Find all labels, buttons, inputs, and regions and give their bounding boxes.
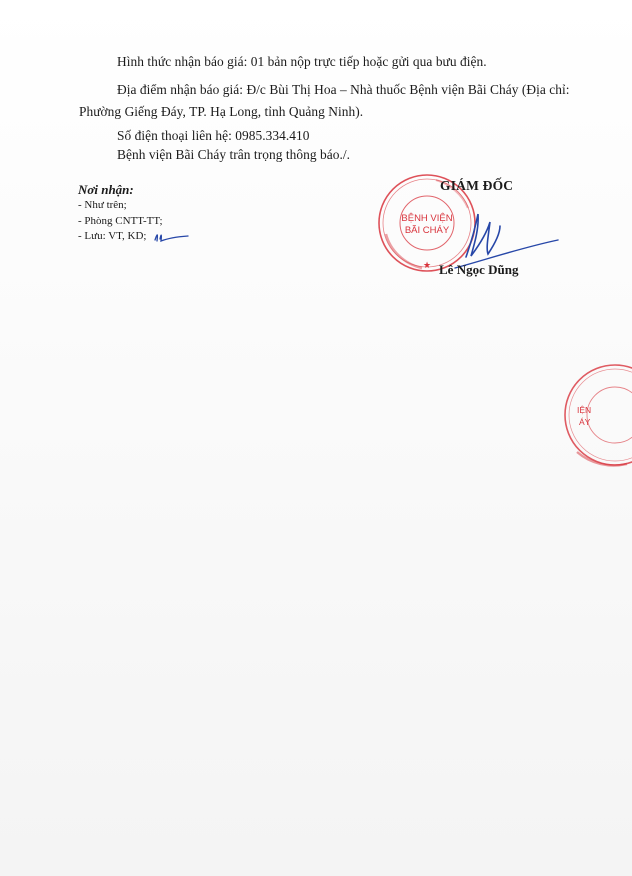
quotation-address-text: Phường Giếng Đáy, TP. Hạ Long, tỉnh Quảng Ninh). xyxy=(79,104,364,119)
quotation-method-text: Hình thức nhận báo giá: 01 bản nộp trực tiếp hoặc gửi qua bưu điện. xyxy=(117,54,487,69)
signer-name: Lê Ngọc Dũng xyxy=(439,262,519,277)
recipient-item: - Như trên; xyxy=(78,199,127,211)
recipient-item: - Phòng CNTT-TT; xyxy=(78,214,163,227)
partial-stamp-text-line1: IỆN xyxy=(577,405,592,415)
closing-announcement-text: Bệnh viện Bãi Cháy trân trọng thông báo./. xyxy=(117,147,351,162)
recipient-item: - Lưu: VT, KD; xyxy=(78,230,147,242)
partial-stamp-text-line2: ÁY xyxy=(579,417,591,427)
director-title: GIÁM ĐỐC xyxy=(440,178,514,193)
quotation-location-text: Địa điểm nhận báo giá: Đ/c Bùi Thị Hoa – Nhà thuốc Bệnh viện Bãi Cháy (Địa chỉ: xyxy=(117,82,570,97)
stamp-star-icon: ★ xyxy=(423,261,432,271)
recipients-title: Nơi nhận: xyxy=(78,182,134,197)
stamp-text-line2: BÃI CHÁY xyxy=(404,225,450,236)
contact-phone-text: Số điện thoại liên hệ: 0985.334.410 xyxy=(117,128,310,143)
handwritten-initials xyxy=(152,226,192,246)
stamp-text-line1: BỆNH VIỆN xyxy=(401,213,453,224)
recipients-block xyxy=(78,182,163,245)
partial-stamp xyxy=(557,360,632,470)
